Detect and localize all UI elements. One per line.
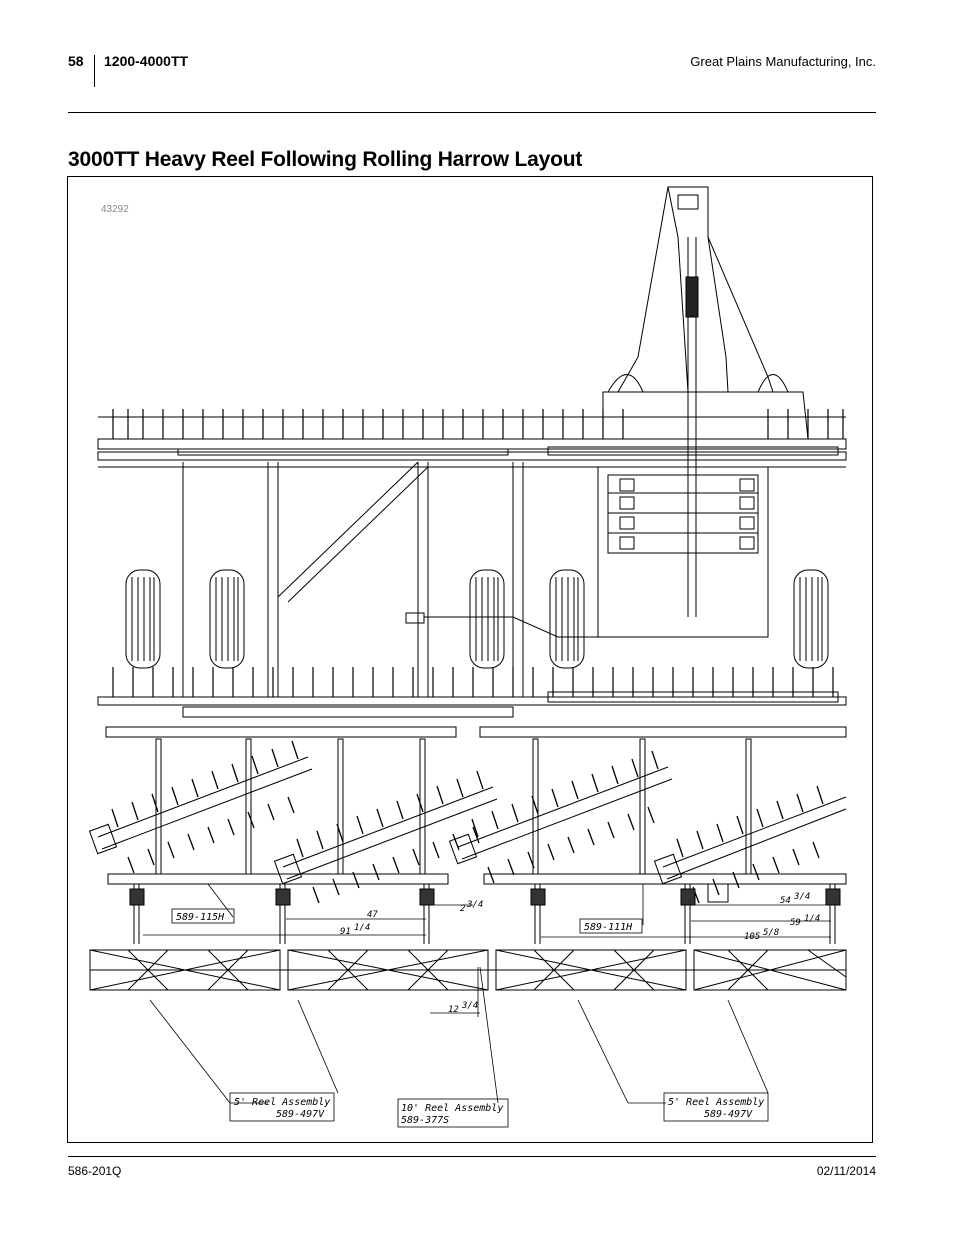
left-frame-bracing [183, 462, 598, 697]
dim-91-frac: 1/4 [354, 923, 371, 933]
dim-2-frac: 3/4 [467, 900, 484, 910]
rolling-reels [89, 741, 846, 903]
center-block [598, 467, 768, 637]
callout-center-title: 10' Reel Assembly [401, 1103, 504, 1114]
callout-right-part: 589-497V [704, 1109, 753, 1120]
footer-rule [68, 1156, 876, 1157]
callout-right-title: 5' Reel Assembly [668, 1097, 765, 1108]
page-title: 3000TT Heavy Reel Following Rolling Harrow Layout [68, 148, 583, 171]
part-label-right: 589-111H [584, 922, 633, 933]
dim-91: 91 [340, 927, 351, 937]
front-shanks [113, 409, 843, 439]
dim-47: 47 [367, 910, 378, 920]
dim-59: 59 [790, 918, 801, 928]
front-frame [98, 392, 846, 467]
dim-54: 54 [780, 896, 791, 906]
harrow-layout-drawing [68, 177, 873, 1143]
callout-boxes [230, 1093, 768, 1127]
figure-id: 43292 [101, 204, 129, 215]
dim-2: 2 [460, 904, 466, 914]
document-date: 02/11/2014 [816, 1164, 876, 1178]
transport-wheels [126, 570, 828, 668]
dim-12-frac: 3/4 [462, 1001, 479, 1011]
dim-59-frac: 1/4 [804, 914, 821, 924]
callout-left-title: 5' Reel Assembly [234, 1097, 331, 1108]
company-name: Great Plains Manufacturing, Inc. [690, 54, 876, 69]
rear-frame [98, 692, 846, 737]
part-labels [172, 909, 642, 933]
header-rule [68, 112, 876, 113]
dim-105: 105 [744, 932, 761, 942]
reel-baskets [90, 950, 846, 990]
dim-105-frac: 5/8 [763, 928, 780, 938]
document-number: 586-201Q [68, 1164, 122, 1178]
figure-frame [67, 176, 873, 1143]
dim-54-frac: 3/4 [794, 892, 811, 902]
page-number: 58 [68, 53, 84, 69]
callout-center-part: 589-377S [401, 1115, 450, 1126]
header-divider [94, 55, 95, 87]
reel-mount-posts [156, 739, 751, 874]
part-label-left: 589-115H [176, 912, 225, 923]
callout-left-part: 589-497V [276, 1109, 325, 1120]
dim-12: 12 [448, 1005, 459, 1015]
model-name: 1200-4000TT [104, 53, 189, 69]
